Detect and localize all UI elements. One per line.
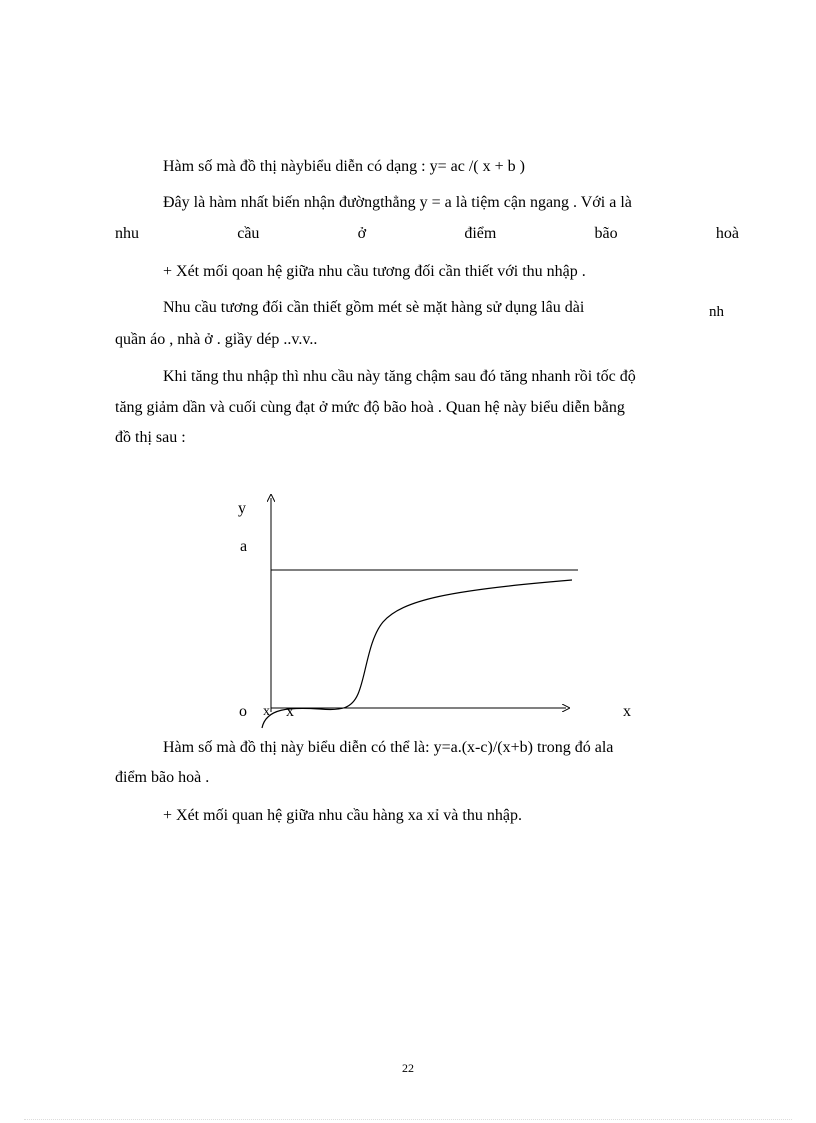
page-number: 22: [402, 1061, 414, 1075]
word: nhu: [115, 225, 139, 242]
paragraph-function-form: Hàm số mà đồ thị nàybiểu diễn có dạng : y= ac /( x + b ): [163, 158, 525, 175]
asymptote-label: a: [240, 538, 248, 555]
word: cầu: [237, 225, 260, 242]
paragraph-asymptote: Đây là hàm nhất biến nhận đườngthẳng y = a là tiệm cận ngang . Với a là: [163, 194, 632, 211]
paragraph-income-growth: Khi tăng thu nhập thì nhu cầu này tăng chậm sau đó tăng nhanh rồi tốc độ: [163, 368, 636, 385]
paragraph-relative-needs-line2: quần áo , nhà ở . giầy dép ..v.v..: [115, 331, 318, 348]
paragraph-income-growth-line3: đồ thị sau :: [115, 429, 186, 446]
paragraph-relationship-heading: + Xét mối qoan hệ giữa nhu cầu tương đối cần thiết với thu nhập .: [163, 263, 586, 280]
paragraph-relative-needs-tail: nh: [709, 304, 724, 320]
word: hoà: [715, 225, 739, 242]
origin-label: o: [239, 703, 247, 720]
paragraph-function-saturation: Hàm số mà đồ thị này biểu diễn có thể là: y=a.(x-c)/(x+b) trong đó ala: [163, 739, 614, 756]
paragraph-income-growth-line2: tăng giảm dần và cuối cùng đạt ở mức độ bão hoà . Quan hệ này biểu diễn bằng: [115, 399, 625, 416]
x-tick-label: x: [263, 704, 270, 719]
paragraph-function-saturation-line2: điểm bão hoà .: [115, 769, 210, 786]
page-bottom-divider: [24, 1119, 792, 1120]
paragraph-luxury-heading: + Xét mối quan hệ giữa nhu cầu hàng xa xỉ và thu nhập.: [163, 807, 522, 824]
paragraph-relative-needs: Nhu cầu tương đối cần thiết gồm mét sè mặt hàng sử dụng lâu dài: [163, 299, 585, 316]
word: điểm: [464, 225, 497, 242]
x-tick-label: x: [286, 703, 294, 720]
demand-curve: [262, 580, 572, 728]
word: ở: [357, 225, 367, 242]
x-axis-label: x: [623, 703, 631, 720]
word: bão: [594, 225, 618, 242]
y-axis-label: y: [238, 500, 246, 517]
